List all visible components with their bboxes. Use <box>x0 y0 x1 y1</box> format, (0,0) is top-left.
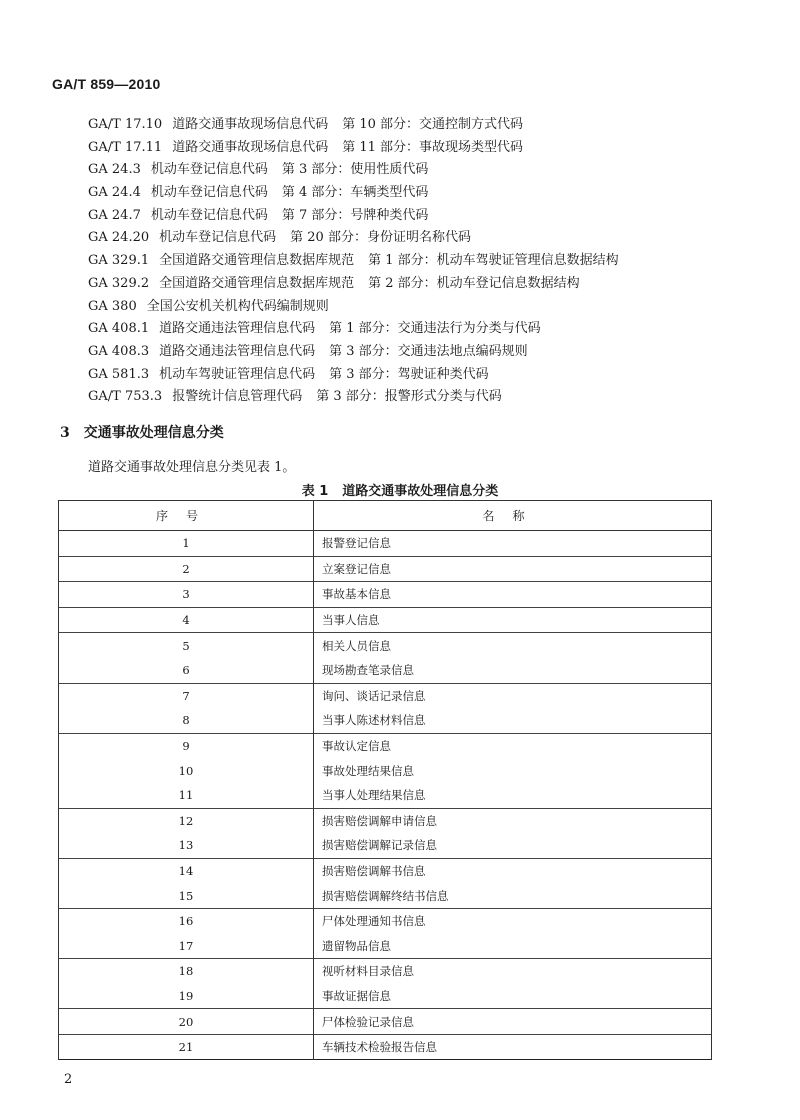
row-name: 视听材料目录信息 <box>314 959 712 984</box>
reference-part: 第 4 部分：车辆类型代码 <box>281 185 429 201</box>
table-row <box>59 783 712 808</box>
row-name: 事故认定信息 <box>314 733 712 758</box>
reference-item <box>88 250 619 273</box>
row-name: 尸体处理通知书信息 <box>314 908 712 933</box>
standard-code-header: GA/T 859—2010 <box>52 76 161 92</box>
reference-title: 机动车登记信息代码 <box>150 207 268 223</box>
reference-part: 第 1 部分：机动车驾驶证管理信息数据结构 <box>368 253 619 269</box>
reference-code: GA 380 <box>88 298 137 314</box>
reference-part: 第 3 部分：报警形式分类与代码 <box>316 389 502 405</box>
section-title: 交通事故处理信息分类 <box>83 425 224 441</box>
row-name: 损害赔偿调解书信息 <box>314 858 712 883</box>
row-seq: 5 <box>59 633 314 658</box>
reference-item <box>88 364 619 387</box>
row-seq: 1 <box>59 531 314 557</box>
reference-code: GA/T 17.10 <box>88 117 163 132</box>
reference-item <box>88 137 619 160</box>
reference-part: 第 10 部分：交通控制方式代码 <box>342 117 524 132</box>
row-name: 现场勘查笔录信息 <box>314 658 712 683</box>
row-name: 事故处理结果信息 <box>314 758 712 783</box>
section-number: 3 <box>60 425 70 441</box>
reference-code: GA 24.7 <box>88 207 141 223</box>
row-seq: 13 <box>59 833 314 858</box>
reference-code: GA 581.3 <box>88 366 150 382</box>
reference-item <box>88 318 619 341</box>
reference-title: 机动车登记信息代码 <box>150 185 268 201</box>
reference-part: 第 3 部分：交通违法地点编码规则 <box>329 343 528 359</box>
table-caption-title: 道路交通事故处理信息分类 <box>342 484 499 499</box>
row-seq: 14 <box>59 858 314 883</box>
row-name: 当事人处理结果信息 <box>314 783 712 808</box>
table-row <box>59 758 712 783</box>
row-name: 车辆技术检验报告信息 <box>314 1034 712 1060</box>
table-header-row <box>59 501 712 531</box>
reference-code: GA 24.20 <box>88 230 150 246</box>
reference-title: 全国道路交通管理信息数据库规范 <box>159 275 355 291</box>
table-row <box>59 556 712 582</box>
reference-item <box>88 159 619 182</box>
table-row <box>59 708 712 733</box>
reference-part: 第 1 部分：交通违法行为分类与代码 <box>329 321 541 337</box>
reference-title: 道路交通事故现场信息代码 <box>172 117 329 132</box>
reference-title: 道路交通事故现场信息代码 <box>172 139 329 155</box>
row-name: 事故证据信息 <box>314 984 712 1009</box>
reference-item <box>88 182 619 205</box>
reference-part: 第 3 部分：驾驶证种类代码 <box>329 366 489 382</box>
reference-code: GA 408.1 <box>88 321 150 337</box>
table-row <box>59 934 712 959</box>
row-seq: 2 <box>59 556 314 582</box>
row-seq: 4 <box>59 607 314 633</box>
classification-table <box>58 500 712 1060</box>
row-name: 报警登记信息 <box>314 531 712 557</box>
row-name: 损害赔偿调解终结书信息 <box>314 883 712 908</box>
row-seq: 16 <box>59 908 314 933</box>
reference-code: GA 408.3 <box>88 343 150 359</box>
name-column-header: 名称 <box>314 501 712 531</box>
reference-code: GA/T 753.3 <box>88 389 163 405</box>
reference-part: 第 11 部分：事故现场类型代码 <box>342 139 524 155</box>
reference-code: GA 329.2 <box>88 275 150 291</box>
row-seq: 20 <box>59 1009 314 1035</box>
table-row <box>59 1009 712 1035</box>
reference-title: 机动车驾驶证管理信息代码 <box>159 366 316 382</box>
reference-item <box>88 114 619 137</box>
row-name: 尸体检验记录信息 <box>314 1009 712 1035</box>
reference-title: 全国公安机关机构代码编制规则 <box>146 298 329 314</box>
reference-item <box>88 296 619 319</box>
row-seq: 18 <box>59 959 314 984</box>
row-seq: 7 <box>59 683 314 708</box>
row-name: 询问、谈话记录信息 <box>314 683 712 708</box>
reference-code: GA 24.4 <box>88 185 141 201</box>
row-seq: 3 <box>59 582 314 608</box>
row-name: 当事人陈述材料信息 <box>314 708 712 733</box>
reference-part: 第 3 部分：使用性质代码 <box>281 162 429 178</box>
table-row <box>59 833 712 858</box>
reference-item <box>88 341 619 364</box>
table-row <box>59 582 712 608</box>
table-caption <box>0 480 800 499</box>
normative-references-list <box>88 114 619 409</box>
table-caption-number: 表 1 <box>301 484 329 499</box>
row-name: 当事人信息 <box>314 607 712 633</box>
row-name: 损害赔偿调解申请信息 <box>314 808 712 833</box>
table-row <box>59 733 712 758</box>
table-body <box>59 531 712 1060</box>
reference-item <box>88 205 619 228</box>
reference-code: GA 329.1 <box>88 253 150 269</box>
reference-title: 道路交通违法管理信息代码 <box>159 343 316 359</box>
reference-title: 机动车登记信息代码 <box>150 162 268 178</box>
row-seq: 12 <box>59 808 314 833</box>
table-row <box>59 683 712 708</box>
row-name: 遗留物品信息 <box>314 934 712 959</box>
reference-code: GA 24.3 <box>88 162 141 178</box>
table-row <box>59 808 712 833</box>
table-row <box>59 858 712 883</box>
row-seq: 15 <box>59 883 314 908</box>
row-seq: 11 <box>59 783 314 808</box>
reference-part: 第 20 部分：身份证明名称代码 <box>290 230 471 246</box>
reference-item <box>88 386 619 409</box>
reference-title: 报警统计信息管理代码 <box>172 389 303 405</box>
table-row <box>59 908 712 933</box>
row-name: 损害赔偿调解记录信息 <box>314 833 712 858</box>
page-number: 2 <box>64 1072 73 1087</box>
seq-column-header: 序号 <box>59 501 314 531</box>
row-seq: 17 <box>59 934 314 959</box>
table-row <box>59 984 712 1009</box>
row-seq: 10 <box>59 758 314 783</box>
row-name: 相关人员信息 <box>314 633 712 658</box>
reference-title: 全国道路交通管理信息数据库规范 <box>159 253 355 269</box>
section-heading <box>60 422 224 442</box>
reference-item <box>88 227 619 250</box>
row-seq: 21 <box>59 1034 314 1060</box>
table-row <box>59 531 712 557</box>
reference-item <box>88 273 619 296</box>
reference-code: GA/T 17.11 <box>88 139 163 155</box>
reference-part: 第 2 部分：机动车登记信息数据结构 <box>368 275 580 291</box>
table-row <box>59 883 712 908</box>
row-seq: 8 <box>59 708 314 733</box>
row-seq: 6 <box>59 658 314 683</box>
reference-title: 道路交通违法管理信息代码 <box>159 321 316 337</box>
table-row <box>59 633 712 658</box>
row-seq: 9 <box>59 733 314 758</box>
section-body-text: 道路交通事故处理信息分类见表 1。 <box>88 460 296 475</box>
row-name: 立案登记信息 <box>314 556 712 582</box>
reference-title: 机动车登记信息代码 <box>159 230 277 246</box>
table-row <box>59 658 712 683</box>
table-row <box>59 959 712 984</box>
reference-part: 第 7 部分：号牌种类代码 <box>281 207 429 223</box>
row-seq: 19 <box>59 984 314 1009</box>
row-name: 事故基本信息 <box>314 582 712 608</box>
table-row <box>59 607 712 633</box>
table-row <box>59 1034 712 1060</box>
